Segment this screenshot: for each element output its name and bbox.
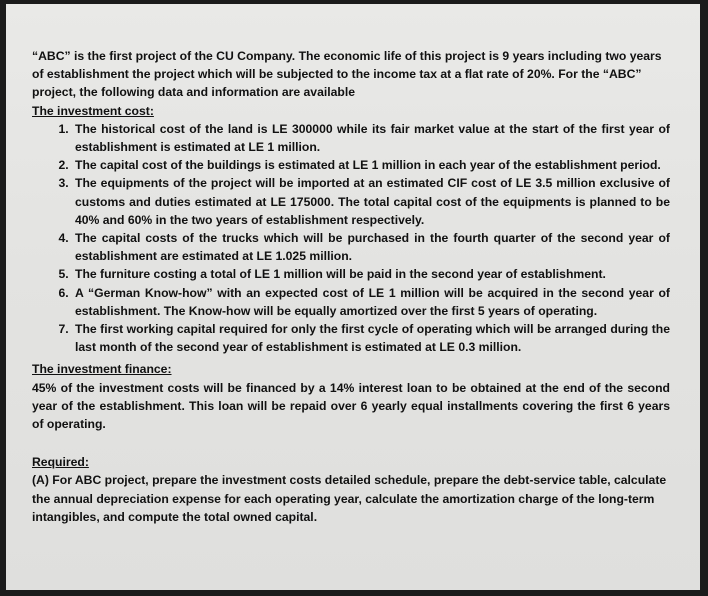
investment-cost-item-furniture: 5. The furniture costing a total of LE 1 million will be paid in the second year of establishment. (72, 265, 670, 283)
required-paragraph: (A) For ABC project, prepare the investment costs detailed schedule, prepare the debt-service table, calculate the annual depreciation expense for each operating year, calculate the amortization charge of the long-term intangibles, and compute the total owned capital. (32, 473, 667, 524)
investment-finance-heading: The investment finance: (32, 362, 172, 377)
investment-cost-item-know-how: 6. A “German Know-how” with an expected cost of LE 1 million will be acquired in the second year of establishment. The Know-how will be equally amortized over the first 5 years of operating. (72, 284, 670, 320)
investment-cost-item-buildings: 2. The capital cost of the buildings is estimated at LE 1 million in each year of the establishment period. (72, 156, 670, 174)
investment-cost-item-trucks: 4. The capital costs of the trucks which will be purchased in the fourth quarter of the second year of establishment are estimated at LE 1.025 million. (72, 229, 670, 265)
required-heading: Required: (32, 455, 89, 470)
document-page (6, 4, 700, 590)
investment-cost-item-land: 1. The historical cost of the land is LE 300000 while its fair market value at the start of the first year of establishment is estimated at LE 1 million. (72, 120, 670, 156)
investment-cost-heading: The investment cost: (32, 103, 154, 118)
investment-cost-list (32, 120, 670, 357)
investment-cost-item-equipments: 3. The equipments of the project will be imported at an estimated CIF cost of LE 3.5 million exclusive of customs and duties estimated at LE 175000. The total capital cost of the equipments is planned to be 40% and 60% in the two years of establishment respectively. (72, 174, 670, 229)
investment-cost-item-working-capital: 7. The first working capital required for only the first cycle of operating which will be arranged during the last month of the second year of establishment is estimated at LE 0.3 million. (72, 320, 670, 356)
intro-paragraph: “ABC” is the first project of the CU Company. The economic life of this project is 9 years including two years of establishment the project which will be subjected to the income tax at a flat rate of 20%. For the “ABC” project, the following data and information are available (32, 49, 662, 100)
investment-finance-paragraph: 45% of the investment costs will be financed by a 14% interest loan to be obtained at the end of the second year of the establishment. This loan will be repaid over 6 yearly equal installments covering the first 6 years of operating. (32, 380, 670, 432)
